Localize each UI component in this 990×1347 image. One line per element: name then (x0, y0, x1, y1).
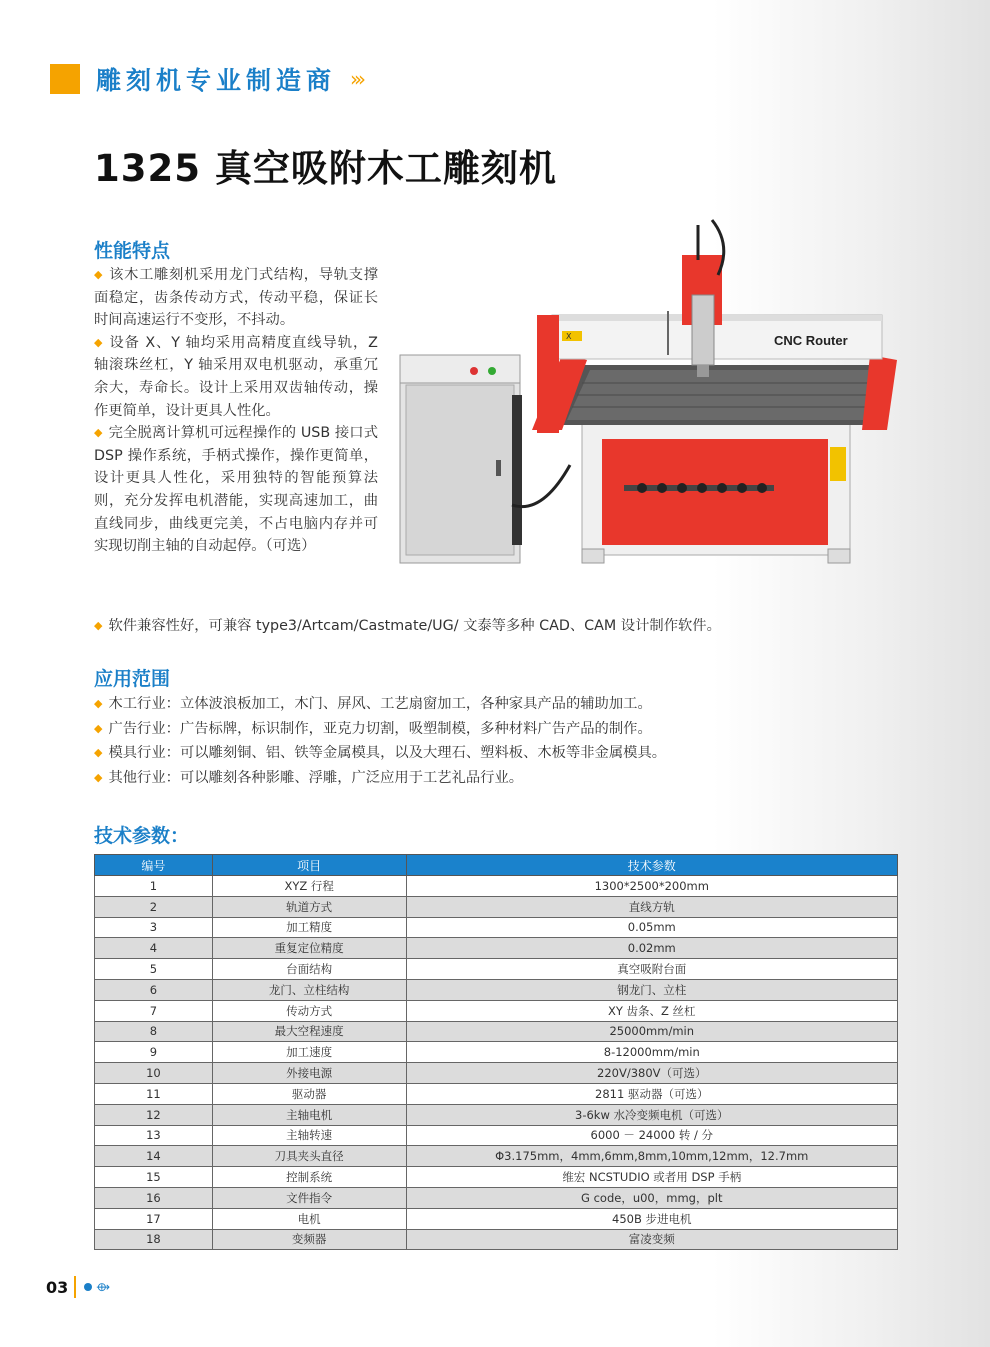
table-cell: 2811 驱动器（可选） (406, 1083, 897, 1104)
table-cell: 10 (95, 1063, 213, 1084)
table-cell: 12 (95, 1104, 213, 1125)
section-header (50, 62, 362, 96)
applications-list (94, 692, 666, 790)
table-cell: 4 (95, 938, 213, 959)
table-cell: 电机 (212, 1208, 406, 1229)
cnc-router-label: CNC Router (774, 333, 848, 348)
table-cell: 0.05mm (406, 917, 897, 938)
table-cell: 8 (95, 1021, 213, 1042)
table-cell: 6 (95, 979, 213, 1000)
table-cell: 25000mm/min (406, 1021, 897, 1042)
table-row (95, 1021, 898, 1042)
orange-square-icon (50, 64, 80, 94)
page-title: 1325 真空吸附木工雕刻机 (94, 147, 557, 190)
table-cell: 控制系统 (212, 1167, 406, 1188)
table-cell: 13 (95, 1125, 213, 1146)
tech-params-table (94, 854, 898, 1250)
table-cell: G code，u00，mmg，plt (406, 1187, 897, 1208)
feature-item: ◆ 设备 X、Y 轴均采用高精度直线导轨，Z 轴滚珠丝杠，Y 轴采用双电机驱动，承重冗余大，寿命长。设计上采用双齿轴传动，操作更简单，设计更具人性化。 (94, 334, 378, 419)
table-row (95, 1083, 898, 1104)
table-cell: 11 (95, 1083, 213, 1104)
table-cell: 传动方式 (212, 1000, 406, 1021)
list-item: ◆ 广告行业：广告标牌，标识制作，亚克力切割，吸塑制模，多种材料广告产品的制作。 (94, 720, 652, 737)
table-cell: 富凌变频 (406, 1229, 897, 1250)
column-header: 技术参数 (406, 855, 897, 876)
table-row (95, 1187, 898, 1208)
table-cell: 龙门、立柱结构 (212, 979, 406, 1000)
table-cell: XYZ 行程 (212, 876, 406, 897)
table-cell: 3-6kw 水冷变频电机（可选） (406, 1104, 897, 1125)
cnc-router-image (392, 215, 898, 575)
table-row (95, 1167, 898, 1188)
header-title: 雕刻机专业制造商 (96, 66, 337, 95)
chevron-right-icon: ››› (350, 67, 363, 91)
table-row (95, 1000, 898, 1021)
table-cell: 外接电源 (212, 1063, 406, 1084)
list-item: ◆ 模具行业：可以雕刻铜、铝、铁等金属模具，以及大理石、塑料板、木板等非金属模具。 (94, 745, 667, 761)
diamond-bullet-icon: ◆ (94, 697, 103, 710)
table-cell: 220V/380V（可选） (406, 1063, 897, 1084)
table-cell: 文件指令 (212, 1187, 406, 1208)
table-cell: 台面结构 (212, 959, 406, 980)
table-cell: 18 (95, 1229, 213, 1250)
table-row (95, 917, 898, 938)
table-cell: 16 (95, 1187, 213, 1208)
page-footer (46, 1276, 110, 1298)
table-row (95, 1146, 898, 1167)
table-cell: 5 (95, 959, 213, 980)
table-row (95, 959, 898, 980)
table-cell: XY 齿条、Z 丝杠 (406, 1000, 897, 1021)
features-wrapped-text (94, 264, 378, 558)
table-cell: 2 (95, 896, 213, 917)
table-cell: 直线方轨 (406, 896, 897, 917)
table-cell: 3 (95, 917, 213, 938)
table-header-row (95, 855, 898, 876)
table-row (95, 938, 898, 959)
list-item: ◆ 木工行业：立体波浪板加工，木门、屏风、工艺扇窗加工，各种家具产品的辅助加工。 (94, 696, 652, 712)
table-cell: 1300*2500*200mm (406, 876, 897, 897)
table-cell: 钢龙门、立柱 (406, 979, 897, 1000)
features-heading: 性能特点 (94, 240, 171, 262)
gantry-logo: X (566, 332, 572, 341)
table-cell: 8-12000mm/min (406, 1042, 897, 1063)
diamond-bullet-icon: ◆ (94, 746, 103, 759)
table-cell: Φ3.175mm，4mm,6mm,8mm,10mm,12mm，12.7mm (406, 1146, 897, 1167)
table-cell: 驱动器 (212, 1083, 406, 1104)
table-cell: 6000 － 24000 转 / 分 (406, 1125, 897, 1146)
table-cell: 轨道方式 (212, 896, 406, 917)
diamond-bullet-icon: ◆ (94, 770, 103, 784)
table-cell: 变频器 (212, 1229, 406, 1250)
table-row (95, 1125, 898, 1146)
tech-heading: 技术参数： (94, 825, 190, 847)
diamond-bullet-icon: ◆ (94, 426, 103, 440)
page-number: 03 (46, 1277, 69, 1297)
table-row (95, 1104, 898, 1125)
table-row (95, 876, 898, 897)
table-cell: 刀具夹头直径 (212, 1146, 406, 1167)
arrow-icon: ⟴ (96, 1280, 111, 1294)
feature-item: ◆ 该木工雕刻机采用龙门式结构，导轨支撑面稳定，齿条传动方式，传动平稳，保证长时间高速运行不变形，不抖动。 (94, 267, 378, 329)
footer-divider (74, 1276, 76, 1298)
table-cell: 450B 步进电机 (406, 1208, 897, 1229)
table-row (95, 1208, 898, 1229)
list-item: ◆ 其他行业：可以雕刻各种影雕、浮雕，广泛应用于工艺礼品行业。 (94, 769, 524, 786)
table-cell: 加工精度 (212, 917, 406, 938)
table-cell: 1 (95, 876, 213, 897)
column-header: 编号 (95, 855, 213, 876)
table-row (95, 979, 898, 1000)
table-cell: 维宏 NCSTUDIO 或者用 DSP 手柄 (406, 1167, 897, 1188)
table-cell: 9 (95, 1042, 213, 1063)
feature-item: ◆ 完全脱离计算机可远程操作的 USB 接口式 DSP 操作系统，手柄式操作，操作更简单，设计更具人性化，采用独特的智能预算法则，充分发挥电机潜能，实现高速加工，曲直线同步，曲线更完美，不占电脑内存并可实现切削主轴的自动起停。（可选） (94, 425, 378, 555)
diamond-bullet-icon: ◆ (94, 721, 103, 735)
table-cell: 17 (95, 1208, 213, 1229)
applications-heading: 应用范围 (94, 668, 171, 690)
table-row (95, 1042, 898, 1063)
table-cell: 主轴电机 (212, 1104, 406, 1125)
table-cell: 0.02mm (406, 938, 897, 959)
table-cell: 加工速度 (212, 1042, 406, 1063)
table-row (95, 896, 898, 917)
table-row (95, 1063, 898, 1084)
tech-table-body (95, 876, 898, 1250)
table-cell: 14 (95, 1146, 213, 1167)
feature-item-software: ◆ 软件兼容性好，可兼容 type3/Artcam/Castmate/UG/ 文泰等多种 CAD、CAM 设计制作软件。 (94, 618, 721, 634)
table-cell: 15 (95, 1167, 213, 1188)
table-cell: 真空吸附台面 (406, 959, 897, 980)
column-header: 项目 (212, 855, 406, 876)
table-row (95, 1229, 898, 1250)
table-cell: 主轴转速 (212, 1125, 406, 1146)
dot-icon (84, 1283, 92, 1291)
table-cell: 重复定位精度 (212, 938, 406, 959)
diamond-bullet-icon: ◆ (94, 335, 104, 349)
table-cell: 最大空程速度 (212, 1021, 406, 1042)
table-cell: 7 (95, 1000, 213, 1021)
diamond-bullet-icon: ◆ (94, 619, 103, 632)
diamond-bullet-icon: ◆ (94, 268, 104, 281)
